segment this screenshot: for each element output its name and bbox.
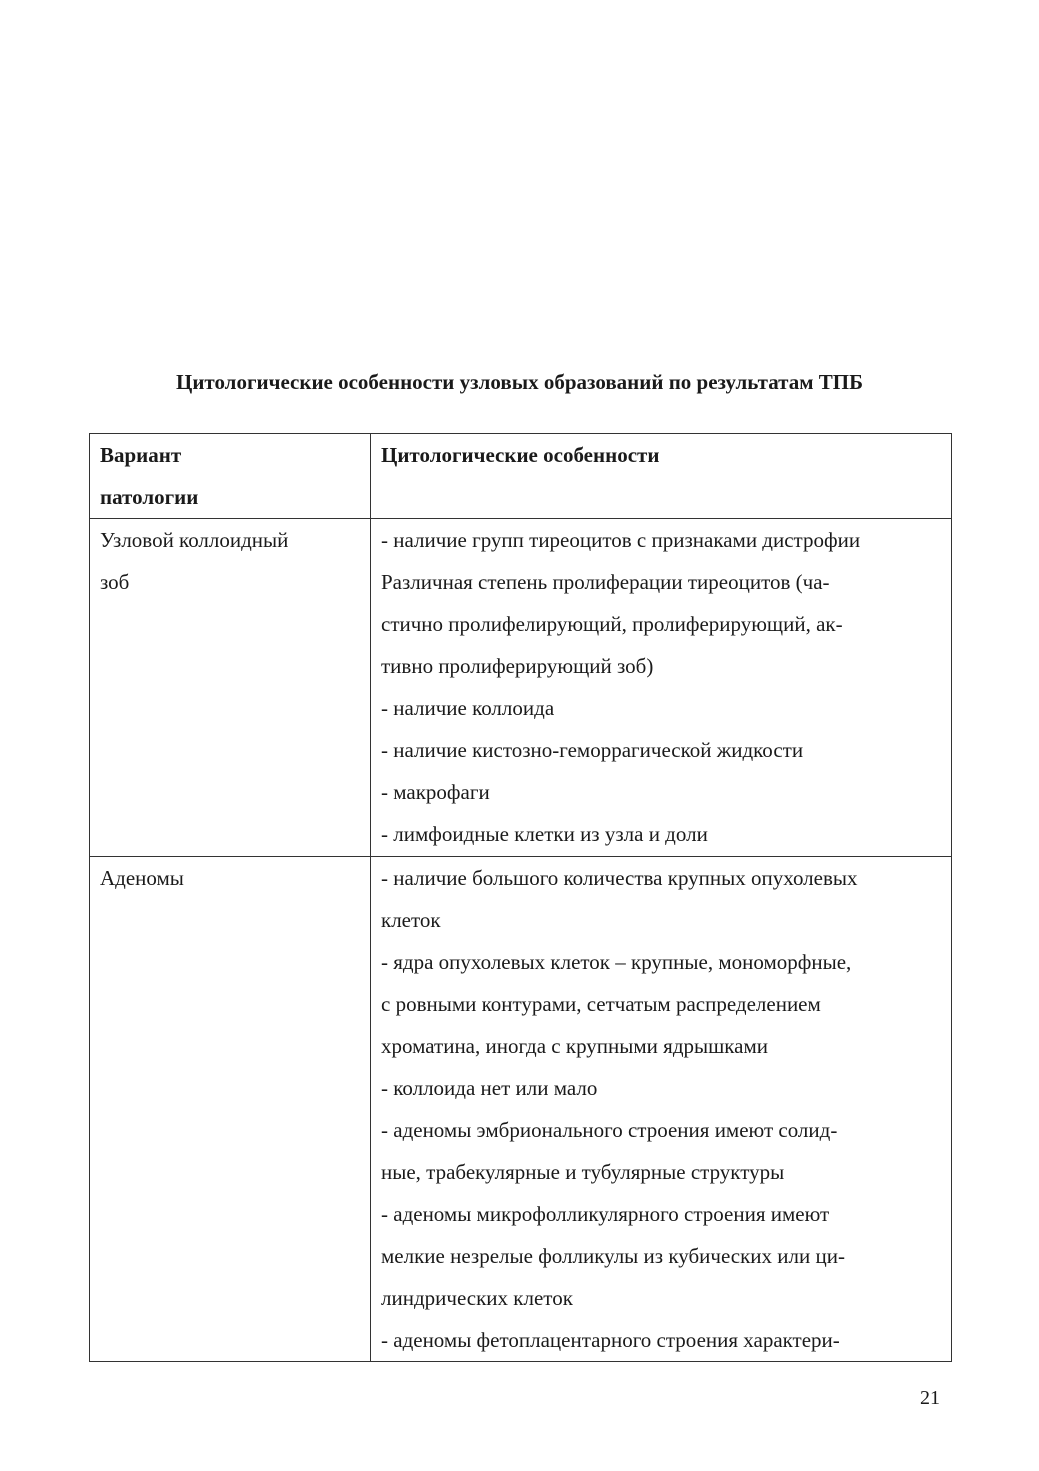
table-row (90, 519, 952, 857)
feature-line: - наличие большого количества крупных опухолевых (381, 866, 858, 890)
variant-cell (90, 857, 371, 1362)
feature-line: Различная степень пролиферации тиреоцитов (ча- (381, 570, 830, 594)
feature-line: клеток (381, 908, 441, 932)
feature-line: линдрических клеток (381, 1286, 573, 1310)
variant-line: зоб (100, 570, 130, 594)
feature-line: ные, трабекулярные и тубулярные структуры (381, 1160, 785, 1184)
feature-line: - коллоида нет или мало (381, 1076, 598, 1100)
header-variant (90, 434, 371, 519)
variant-line: Аденомы (100, 866, 184, 890)
feature-line: мелкие незрелые фолликулы из кубических или ци- (381, 1244, 845, 1268)
header-variant-line: патологии (100, 485, 199, 509)
header-variant-line: Вариант (100, 443, 182, 467)
header-features (371, 434, 952, 519)
feature-line: - макрофаги (381, 780, 490, 804)
header-features-line: Цитологические особенности (381, 443, 660, 467)
features-cell (371, 857, 952, 1362)
feature-line: - лимфоидные клетки из узла и доли (381, 822, 708, 846)
table-header-row (90, 434, 952, 519)
table-row (90, 857, 952, 1362)
feature-line: с ровными контурами, сетчатым распределением (381, 992, 821, 1016)
feature-line: - наличие кистозно-геморрагической жидкости (381, 738, 804, 762)
feature-line: тивно пролиферирующий зоб) (381, 654, 654, 678)
feature-line: хроматина, иногда с крупными ядрышками (381, 1034, 769, 1058)
table-title: Цитологические особенности узловых образований по результатам ТПБ (175, 370, 863, 394)
feature-line: - ядра опухолевых клеток – крупные, мономорфные, (381, 950, 852, 974)
cytology-table (89, 433, 952, 1362)
feature-line: - наличие групп тиреоцитов с признаками дистрофии (381, 528, 861, 552)
page-number: 21 (920, 1387, 940, 1409)
variant-line: Узловой коллоидный (100, 528, 289, 552)
feature-line: - наличие коллоида (381, 696, 555, 720)
feature-line: - аденомы фетоплацентарного строения характери- (381, 1328, 840, 1352)
feature-line: - аденомы микрофолликулярного строения имеют (381, 1202, 830, 1226)
feature-line: - аденомы эмбрионального строения имеют солид- (381, 1118, 838, 1142)
features-cell (371, 519, 952, 857)
variant-cell (90, 519, 371, 857)
feature-line: стично пролифелирующий, пролиферирующий, ак- (381, 612, 843, 636)
